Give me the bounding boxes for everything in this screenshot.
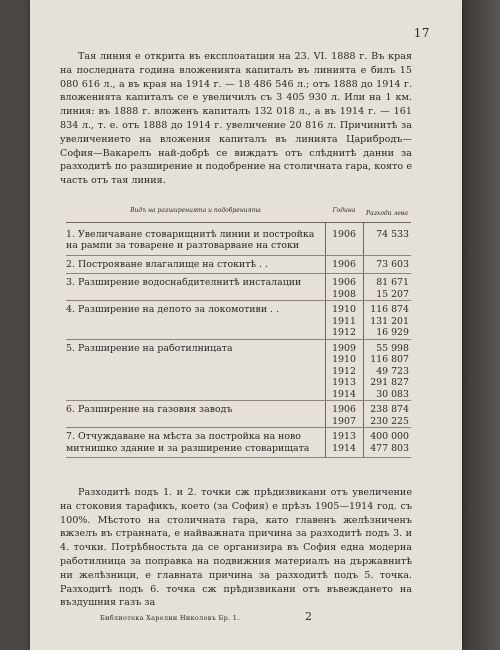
- row-costs: [363, 301, 411, 340]
- year-value: 1913: [332, 377, 356, 388]
- cost-value: 49 723: [376, 365, 409, 377]
- cost-value: 116 807: [370, 354, 409, 365]
- cost-value: 477 803: [370, 442, 409, 454]
- year-value: 1907: [332, 415, 356, 427]
- paragraph-intro: [60, 50, 412, 188]
- row-description: Разширение на депото за локомотиви . .: [78, 304, 279, 315]
- paragraph-explanation-text: Разходитѣ подъ 1. и 2. точки сж прѣдизвикани отъ увеличение на стоковия тарафикъ, което (за София) е прѣзъ 1905—1914 год. съ 100%. Мѣстото на столичната гара, като главенъ желѣзниченъ вжзелъ въ странната, е найважната причина за разходитѣ подъ 3. и 4. точки. Потрѣбностьта да се организира въ София една модерна работилница за поправка на подвижния материалъ на държавнитѣ ни желѣзници, е главната причина за разходитѣ подъ 5. точка. Разходитѣ подъ 6. точка сж прѣдизвикани отъ въвеждането на въздушния газъ за: [60, 487, 412, 609]
- year-value: 1914: [332, 388, 356, 400]
- year-value: 1906: [332, 277, 356, 288]
- year-value: 1911: [332, 315, 356, 327]
- row-description: Отчуждаване на мѣста за постройка на ново митнишко здание и за разширение стоварищата: [66, 431, 310, 454]
- row-purpose: [66, 255, 325, 274]
- paragraph-intro-text: Тая линия е открита въ експлоатация на 23. VI. 1888 г. Въ края на последната година вложенията капиталъ въ линията е билъ 15 080 616 л., а въ края на 1914 г. — 18 486 546 л.; отъ 1888 до 1914 г. вложенията капиталъ се е увеличилъ съ 3 405 930 л. Или на 1 км. линия: въ 1888 г. вложенъ капиталъ 132 018 л., а въ 1914 г. — 161 834 л., т. е. отъ 1888 до 1914 г. увеличение 20 816 л. Причинитѣ за увеличението на вложения капиталъ въ линията Царибродъ—София—Вакарелъ най-добрѣ се виждатъ отъ слѣднитѣ данни за разходитѣ по разширение и подобрение на столичната гара, която е часть отъ тая линия.: [60, 51, 412, 187]
- row-years: [325, 274, 363, 301]
- row-years: [325, 222, 363, 255]
- row-purpose: [66, 428, 325, 458]
- page-number: 17: [413, 26, 430, 40]
- cost-value: 74 533: [376, 228, 409, 240]
- row-years: [325, 428, 363, 458]
- row-number: 3.: [66, 277, 75, 288]
- year-value: 1906: [332, 228, 356, 240]
- cost-value: 116 874: [370, 304, 409, 315]
- row-costs: [363, 274, 411, 301]
- table-row: [66, 274, 411, 301]
- cost-value: 15 207: [376, 288, 409, 300]
- cost-value: 291 827: [370, 377, 409, 388]
- cost-value: 73 603: [376, 258, 409, 270]
- year-value: 1909: [332, 342, 356, 354]
- cost-value: 230 225: [370, 415, 409, 427]
- row-number: 4.: [66, 304, 75, 315]
- year-value: 1912: [332, 365, 356, 377]
- row-number: 6.: [66, 404, 75, 415]
- row-years: [325, 401, 363, 428]
- row-costs: [363, 339, 411, 401]
- row-purpose: [66, 222, 325, 255]
- header-purpose: Видъ на разширенията и подобренията: [66, 205, 325, 222]
- row-purpose: [66, 274, 325, 301]
- row-number: 5.: [66, 342, 75, 354]
- row-purpose: [66, 301, 325, 340]
- row-costs: [363, 428, 411, 458]
- year-value: 1912: [332, 327, 356, 338]
- row-description: Разширение на работилницата: [78, 342, 233, 354]
- cost-value: 30 083: [376, 388, 409, 400]
- year-value: 1906: [332, 404, 356, 415]
- row-purpose: [66, 401, 325, 428]
- cost-value: 16 929: [376, 327, 409, 338]
- table-header-row: [66, 205, 411, 222]
- row-years: [325, 255, 363, 274]
- row-costs: [363, 401, 411, 428]
- row-costs: [363, 222, 411, 255]
- year-value: 1906: [332, 258, 356, 270]
- row-number: 1.: [66, 228, 75, 240]
- year-value: 1910: [332, 354, 356, 365]
- cost-value: 400 000: [370, 431, 409, 442]
- row-years: [325, 339, 363, 401]
- row-costs: [363, 255, 411, 274]
- row-number: 7.: [66, 431, 75, 442]
- row-purpose: [66, 339, 325, 401]
- header-year: Година: [325, 205, 363, 222]
- row-description: Построяване влагалище на стокитѣ . .: [78, 258, 268, 270]
- table-row: [66, 428, 411, 458]
- page-footer: Библиотека Харелин Николовъ Бр. 1.: [100, 614, 240, 622]
- row-description: Увеличаване стоварищнитѣ линии и постройка на рампи за товарене и разтоварване на стоки: [66, 228, 315, 251]
- table-row: [66, 301, 411, 340]
- year-value: 1910: [332, 304, 356, 315]
- cost-value: 238 874: [370, 404, 409, 415]
- row-description: Разширение водоснабдителнитѣ инсталации: [78, 277, 302, 288]
- row-description: Разширение на газовия заводъ: [78, 404, 233, 415]
- cost-value: 81 671: [376, 277, 409, 288]
- row-number: 2.: [66, 258, 75, 270]
- year-value: 1914: [332, 442, 356, 454]
- header-cost: Разходи лева: [363, 205, 411, 222]
- book-spine-shadow: [462, 0, 500, 650]
- signature-mark: 2: [305, 610, 312, 623]
- row-years: [325, 301, 363, 340]
- table-body: [66, 222, 411, 458]
- book-page: [30, 0, 462, 650]
- investments-table: [66, 205, 411, 458]
- table-row: [66, 255, 411, 274]
- table-row: [66, 222, 411, 255]
- paragraph-explanation: [60, 486, 412, 610]
- table-row: [66, 401, 411, 428]
- year-value: 1908: [332, 288, 356, 300]
- table-row: [66, 339, 411, 401]
- year-value: 1913: [332, 431, 356, 442]
- cost-value: 131 201: [370, 315, 409, 327]
- cost-value: 55 998: [376, 342, 409, 354]
